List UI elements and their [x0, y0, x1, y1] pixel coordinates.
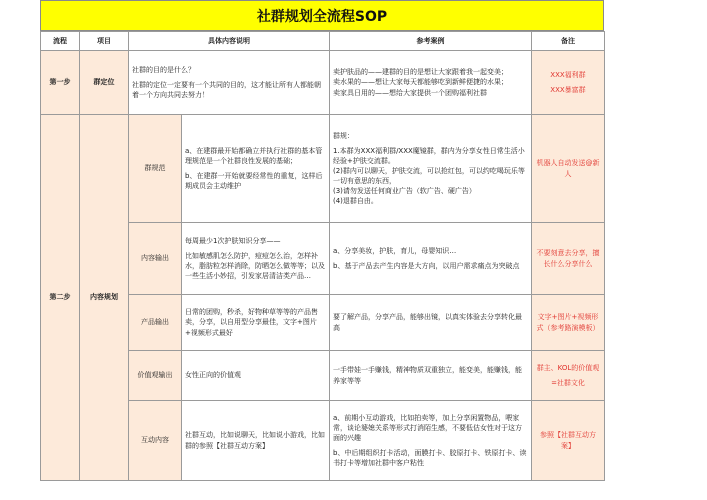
ref-cell — [330, 115, 532, 223]
desc-line: 每周最少1次护肤知识分享—— — [185, 236, 281, 245]
item-cell: 内容规划 — [80, 115, 129, 481]
note-cell — [532, 401, 605, 481]
ref-line: 卖家具日用的——想给大家提供一个团购福利社群 — [333, 88, 487, 97]
desc-line: 日常的团购，秒杀，好物种草等等的产品售卖，分享，以自用型分享最佳，文字+图片+视频形式最好 — [185, 308, 318, 337]
ref-line: 1.本群为XXX福利群/XXX魔镜群，群内为分享女性日常生活小经验+护肤交流群。 — [333, 146, 525, 165]
ref-cell — [330, 351, 532, 401]
note-line: 不要刻意去分享，擅长什么分享什么 — [536, 249, 600, 268]
ref-line: (3)请勿发送任何商业广告（软广告、硬广告） — [333, 187, 476, 196]
desc-cell — [182, 351, 330, 401]
ref-line: b、中后期组织打卡活动，面膜打卡、胶原打卡、铁原打卡、读书打卡等增加社群中客户粘性 — [333, 449, 527, 468]
subitem-cell: 群规范 — [129, 115, 182, 223]
header-stage: 流程 — [41, 32, 80, 51]
desc-line: a、在建群最开始都确立并执行社群的基本管理规范是一个社群良性发展的基础； — [185, 146, 323, 165]
note-line: 参照【社群互动方案】 — [540, 431, 596, 450]
header-note: 备注 — [532, 32, 605, 51]
desc-cell — [182, 295, 330, 351]
stage-cell: 第一步 — [41, 51, 80, 115]
ref-line: a、分享美妆，护肤，育儿，母婴知识… — [333, 246, 457, 255]
note-line: 机器人自动发送@新人 — [536, 159, 600, 178]
header-row — [41, 32, 605, 51]
subitem-cell: 内容输出 — [129, 223, 182, 295]
note-line: XXX暴富群 — [550, 86, 586, 94]
note-cell — [532, 295, 605, 351]
ref-line: 一手带娃一手赚钱，精神物质双重独立，能变美，能赚钱，能养家等等 — [333, 366, 522, 385]
desc-line: 社群互动，比如说聊天，比如说小游戏，比如群的参照【社群互动方案】 — [185, 431, 325, 450]
header-desc: 具体内容说明 — [129, 32, 330, 51]
ref-cell — [330, 51, 532, 115]
ref-cell — [330, 295, 532, 351]
desc-cell — [182, 223, 330, 295]
ref-line: 群规： — [333, 131, 354, 140]
table-row — [41, 51, 605, 115]
note-cell — [532, 351, 605, 401]
desc-line: b、在建群一开始就要经常性的重复，这样后期成员会主动维护 — [185, 172, 323, 191]
header-ref: 参考案例 — [330, 32, 532, 51]
desc-line: 比如敏感肌怎么防护，痘痘怎么治，怎样补水，脂肪粒怎样消除，防晒怎么做等等；以及一些生活小妙招，引发家居清洁类产品… — [185, 251, 325, 281]
stage-cell: 第二步 — [41, 115, 80, 481]
desc-line: 社群的定位一定要有一个共同的目的，这才能让所有人都能朝着一个方向共同去努力！ — [132, 80, 321, 100]
note-line: 群主、KOL的价值观 — [536, 363, 600, 372]
ref-line: 卖水果的——想让大家每天都能够吃到新鲜便捷的水果； — [333, 78, 508, 87]
desc-line: 社群的目的是什么？ — [132, 65, 195, 74]
note-cell — [532, 51, 605, 115]
note-line: =社群文化 — [551, 379, 585, 387]
sheet-title: 社群规划全流程SOP — [40, 0, 604, 31]
sop-table — [40, 31, 605, 481]
note-line: XXX福利群 — [550, 70, 586, 79]
header-item: 项目 — [80, 32, 129, 51]
note-line: 文字+图片+视频形式（参考路演模板） — [536, 313, 600, 332]
ref-cell — [330, 401, 532, 481]
note-cell — [532, 115, 605, 223]
ref-line: 要了解产品，分享产品，能够出镜，以真实体验去分享转化最高 — [333, 313, 522, 332]
table-row — [41, 115, 605, 223]
ref-line: 卖护肤品的——建群的目的是想让大家跟着我一起变美； — [333, 68, 508, 77]
subitem-cell: 价值观输出 — [129, 351, 182, 401]
desc-cell — [182, 401, 330, 481]
desc-cell — [182, 115, 330, 223]
ref-line: b、基于产品去产生内容是大方向，以用户需求痛点为突破点 — [333, 262, 520, 270]
subitem-cell: 产品输出 — [129, 295, 182, 351]
note-cell — [532, 223, 605, 295]
ref-line: (2)群内可以聊天，护肤交流，可以抢红包，可以约吃喝玩乐等一切有意思的东西， — [333, 166, 525, 186]
ref-line: a、前期小互动游戏，比如拍卖等，加上分享闲置物品，喂家常，谈论婆媳关系等形式打消陌生感，不要低估女性对于这方面的兴趣 — [333, 413, 522, 442]
ref-line: (4)退群自由。 — [333, 197, 378, 206]
desc-cell — [129, 51, 330, 115]
subitem-cell: 互动内容 — [129, 401, 182, 481]
item-cell: 群定位 — [80, 51, 129, 115]
ref-cell — [330, 223, 532, 295]
desc-line: 女性正向的价值观 — [185, 371, 241, 380]
